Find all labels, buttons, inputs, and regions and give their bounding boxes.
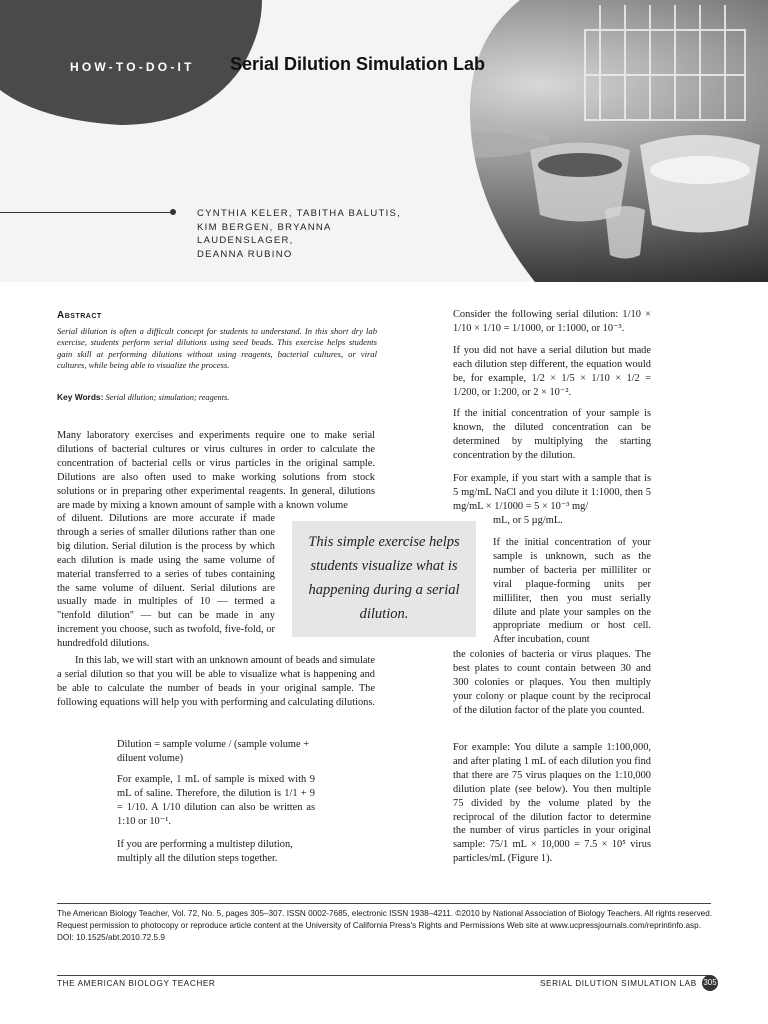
page-number: 305 [702, 975, 718, 991]
keywords [57, 392, 377, 402]
author-rule [0, 212, 170, 213]
authors-line: CYNTHIA KELER, TABITHA BALUTIS, [197, 208, 402, 219]
body-paragraph: mL, or 5 µg/mL. [493, 515, 563, 526]
citation-block [57, 908, 717, 944]
body-paragraph: If you did not have a serial dilution but made each dilution step different, the equation would be, for example, 1/2 × 1/5 × 1/10 × 1/2 = 1/200, or 1:200, or 2 × 10⁻². [453, 345, 651, 398]
body-paragraph: If the initial concentration of your sample is unknown, such as the number of bacteria per milliliter or viral plaque-forming units per milliliter, then you must serially dilute and plate your samples on the appropriate medium or host cell. After incubation, count [493, 537, 651, 646]
keywords-text: Serial dilution; simulation; reagents. [105, 393, 230, 402]
authors-line: KIM BERGEN, BRYANNA LAUDENSLAGER, [197, 221, 332, 246]
authors-block [197, 207, 407, 261]
citation-line: The American Biology Teacher, Vol. 72, No. 5, pages 305–307. ISSN 0002-7685, electronic ISSN 1938–4211. ©2010 by National Association of Biology Teachers. All rights reserved. [57, 909, 713, 918]
footer-rule [57, 903, 711, 904]
body-paragraph: Many laboratory exercises and experiments require one to make serial dilutions of bacterial cultures or virus cultures in order to calculate the concentration of bacterial cells or virus particles in the original sample. Dilutions are also often used to make working solutions from stock solutions or in preparing other experimental reagents. In general, dilutions are made by mixing a known amount of sample with a known volume [57, 430, 375, 511]
citation-line: Request permission to photocopy or reproduce article content at the University of California Press's Rights and Permissions Web site at www.ucpressjournals.com/reprintinfo.asp. [57, 921, 701, 930]
body-paragraph: For example: You dilute a sample 1:100,000, and after plating 1 mL of each dilution you find that there are 75 virus plaques on the 1:10,000 dilution plate (see below). You then multiple 75 divided by the volume plated by the reciprocal of the dilution factor to determine the number of virus particles in your original sample: 75/1 mL × 10,000 = 7.5 × 10⁵ virus particles/mL (Figure 1). [453, 742, 651, 865]
abstract-body: Serial dilution is often a difficult concept for students to understand. In this short dry lab exercise, students perform serial dilutions using seed beads. This exercise helps students gain skill at performing dilutions without using reagents, bacterial cultures, or viral cultures, while being able to visualize the process. [57, 326, 377, 371]
body-paragraph: of diluent. Dilutions are more accurate if made through a series of smaller dilutions rather than one big dilution. Serial dilution is the process by which each dilution is made using the same volume of material transferred to a series of tubes containing the same volume of diluent. Serial dilutions are usually made in multiples of 10 — termed a "tenfold dilution" — but can be made in any increment you choose, such as twofold, five-fold, or hundredfold dilutions. [57, 513, 275, 650]
body-paragraph: the colonies of bacteria or virus plaques. The best plates to count contain between 30 and 300 colonies or plaques. You then multiply your colony or plaque count by the reciprocal of the dilution factor of the plate you counted. [453, 649, 651, 716]
abstract-heading: Abstract [57, 310, 102, 321]
body-paragraph: Consider the following serial dilution: 1/10 × 1/10 × 1/10 = 1/1000, or 1:1000, or 10⁻³. [453, 309, 651, 334]
equation-dilution: Dilution = sample volume / (sample volume + diluent volume) [117, 739, 310, 764]
bottom-rule [57, 975, 711, 976]
article-title: Serial Dilution Simulation Lab [230, 54, 486, 74]
doi-line: DOI: 10.1525/abt.2010.72.5.9 [57, 933, 165, 942]
keywords-label: Key Words: [57, 392, 104, 402]
authors-line: DEANNA RUBINO [197, 248, 293, 260]
example-paragraph: For example, 1 mL of sample is mixed with 9 mL of saline. Therefore, the dilution is 1/1 + 9 = 1/10. A 1/10 dilution can also be written as 1:10 or 10⁻¹. [117, 774, 315, 827]
multistep-paragraph: If you are performing a multistep dilution, multiply all the dilution steps together. [117, 839, 293, 864]
running-footer-left: THE AMERICAN BIOLOGY TEACHER [57, 979, 216, 988]
body-paragraph: For example, if you start with a sample that is 5 mg/mL NaCl and you dilute it 1:1000, then 5 mg/mL × 1/1000 = 5 × 10⁻³ mg/ [453, 473, 651, 512]
body-paragraph: If the initial concentration of your sample is known, the diluted concentration can be determined by multiplying the starting concentration by the dilution. [453, 408, 651, 461]
section-kicker: HOW-TO-DO-IT [70, 60, 195, 74]
body-paragraph: In this lab, we will start with an unknown amount of beads and simulate a serial dilution so that you will be able to visualize what is happening and be able to calculate the number of beads in your original sample. The following equations will help you with performing and calculating dilutions. [57, 655, 376, 708]
pull-quote: This simple exercise helps students visualize what is happening during a serial dilution. [308, 534, 460, 622]
author-bullet [170, 209, 176, 215]
running-footer-right: SERIAL DILUTION SIMULATION LAB [540, 979, 697, 988]
